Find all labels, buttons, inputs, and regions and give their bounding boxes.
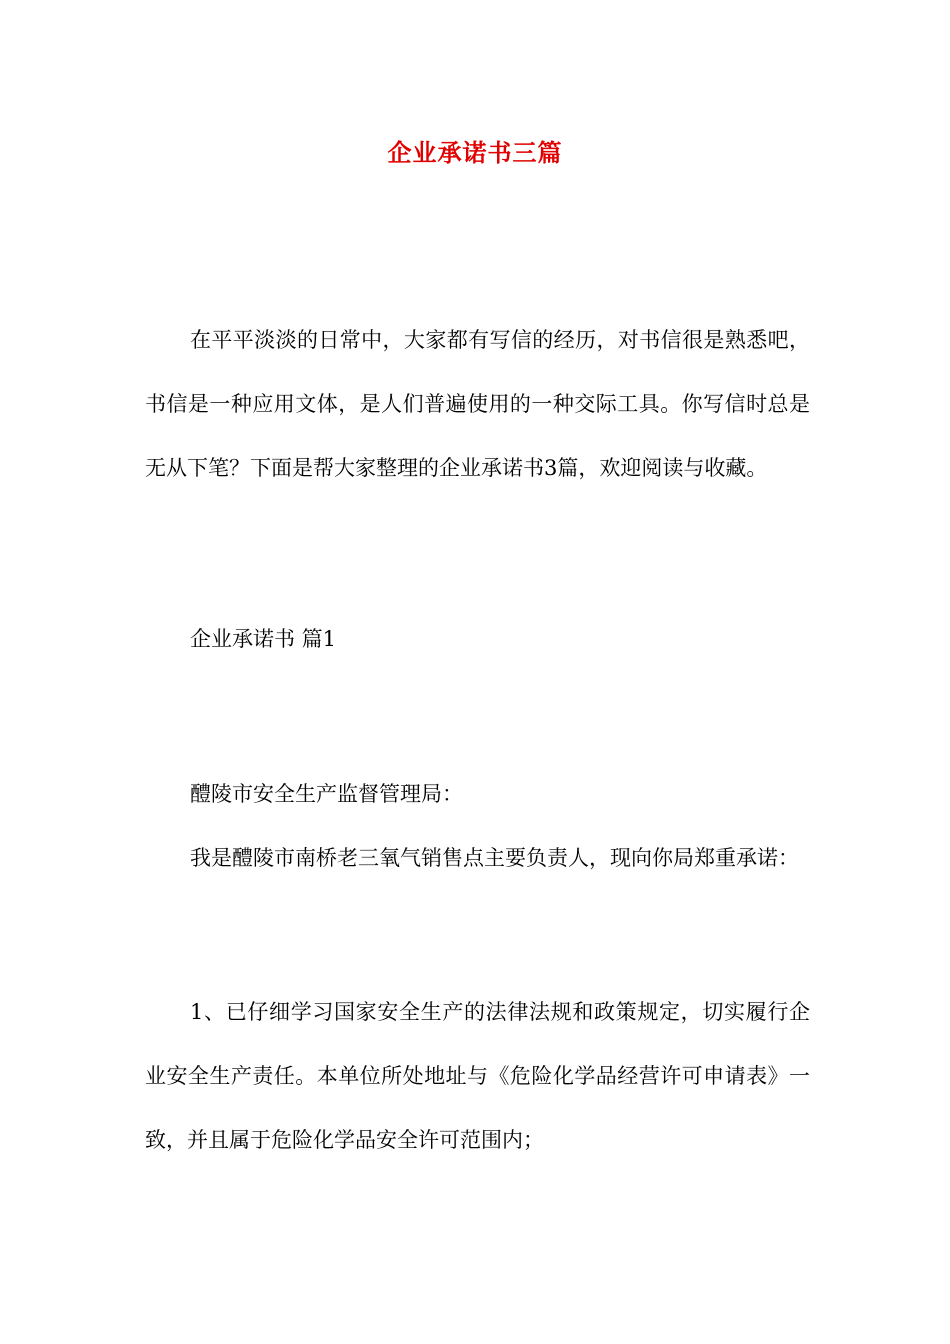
- salutation-line: 醴陵市安全生产监督管理局：: [190, 782, 463, 806]
- document-title: 企业承诺书三篇: [387, 138, 563, 167]
- section-heading: 企业承诺书 篇1: [190, 627, 337, 651]
- statement-paragraph: 我是醴陵市南桥老三氧气销售点主要负责人，现向你局郑重承诺：: [190, 846, 799, 870]
- intro-paragraph: 在平平淡淡的日常中，大家都有写信的经历，对书信很是熟悉吧，书信是一种应用文体，是人们普遍使用的一种交际工具。你写信时总是无从下笔？下面是帮大家整理的企业承诺书3篇，欢迎阅读与收藏。: [145, 328, 810, 480]
- commitment-item-1: 1、已仔细学习国家安全生产的法律法规和政策规定，切实履行企业安全生产责任。本单位所处地址与《危险化学品经营许可申请表》一致，并且属于危险化学品安全许可范围内；: [145, 1000, 810, 1152]
